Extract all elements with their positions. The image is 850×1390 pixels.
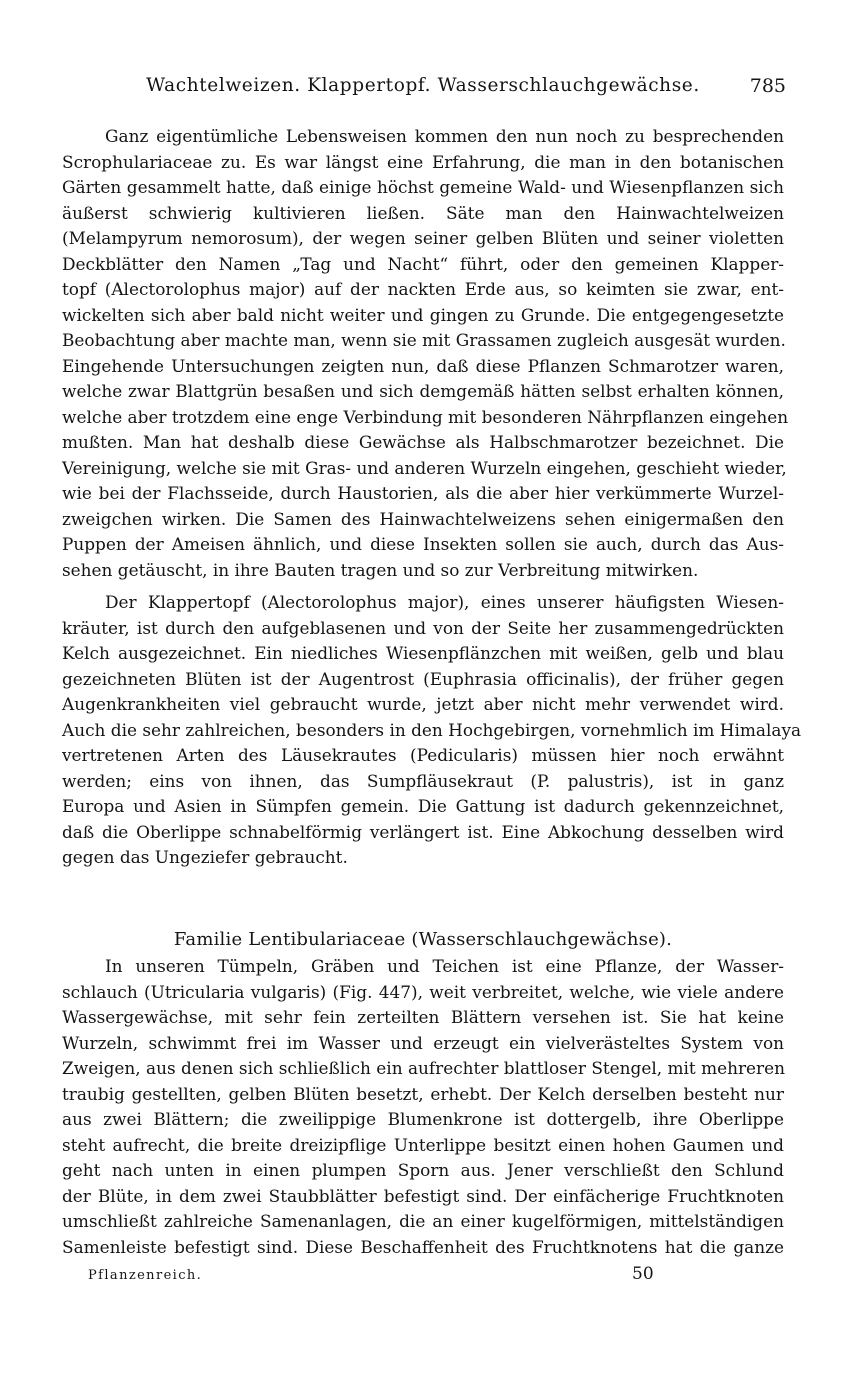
text-line: geht nach unten in einen plumpen Sporn aus. Jener verschließt den Schlund: [62, 1160, 784, 1180]
paragraph-klappertopf: [62, 590, 802, 871]
text-line: werden; eins von ihnen, das Sumpfläusekraut (P. palustris), ist in ganz: [62, 770, 784, 791]
running-title: Wachtelweizen. Klappertopf. Wasserschlauchgewächse.: [146, 75, 700, 96]
text-line: Eingehende Untersuchungen zeigten nun, daß diese Pflanzen Schmarotzer waren,: [62, 355, 784, 376]
text-line: vertretenen Arten des Läusekrautes (Pedicularis) müssen hier noch erwähnt: [62, 745, 784, 765]
text-line: topf (Alectorolophus major) auf der nackten Erde aus, so keimten sie zwar, ent-: [62, 279, 784, 299]
text-line: welche zwar Blattgrün besaßen und sich demgemäß hätten selbst erhalten können,: [62, 381, 784, 401]
text-line: Deckblätter den Namen „Tag und Nacht“ führt, oder den gemeinen Klapper-: [62, 253, 784, 274]
section-heading: Familie Lentibulariaceae (Wasserschlauchgewächse).: [173, 929, 673, 950]
text-line: Wassergewächse, mit sehr fein zerteilten Blättern versehen ist. Sie hat keine: [62, 1007, 784, 1027]
text-line: Auch die sehr zahlreichen, besonders in den Hochgebirgen, vornehmlich im Himalaya: [62, 719, 802, 740]
page-number: 785: [749, 75, 786, 97]
text-line: Der Klappertopf (Alectorolophus major), eines unserer häufigsten Wiesen-: [105, 592, 784, 612]
text-line: kräuter, ist durch den aufgeblasenen und von der Seite her zusammengedrückten: [62, 617, 784, 638]
text-line: Europa und Asien in Sümpfen gemein. Die Gattung ist dadurch gekennzeichnet,: [62, 796, 784, 816]
text-line: äußerst schwierig kultivieren ließen. Säte man den Hainwachtelweizen: [62, 202, 784, 223]
signature-number: 50: [632, 1264, 654, 1284]
running-head: [62, 70, 784, 102]
text-line: Beobachtung aber machte man, wenn sie mit Grassamen zugleich ausgesät wurden.: [62, 330, 786, 350]
text-line: Vereinigung, welche sie mit Gras- und anderen Wurzeln eingehen, geschieht wieder,: [62, 457, 787, 478]
text-line: Puppen der Ameisen ähnlich, und diese Insekten sollen sie auch, durch das Aus-: [62, 534, 784, 554]
signature-title: Pflanzenreich.: [88, 1268, 203, 1283]
text-line: Kelch ausgezeichnet. Ein niedliches Wiesenpflänzchen mit weißen, gelb und blau: [62, 643, 784, 663]
text-line: (Melampyrum nemorosum), der wegen seiner gelben Blüten und seiner violetten: [62, 228, 784, 248]
text-line: In unseren Tümpeln, Gräben und Teichen ist eine Pflanze, der Wasser-: [105, 956, 784, 976]
text-line: Scrophulariaceae zu. Es war längst eine Erfahrung, die man in den botanischen: [62, 151, 784, 172]
text-line: sehen getäuscht, in ihre Bauten tragen und so zur Verbreitung mitwirken.: [62, 559, 699, 580]
text-line: Augenkrankheiten viel gebraucht wurde, jetzt aber nicht mehr verwendet wird.: [62, 694, 784, 714]
text-line: welche aber trotzdem eine enge Verbindung mit besonderen Nährpflanzen eingehen: [62, 406, 789, 427]
text-line: schlauch (Utricularia vulgaris) (Fig. 447), weit verbreitet, welche, wie viele andere: [62, 981, 784, 1002]
text-line: gezeichneten Blüten ist der Augentrost (Euphrasia officinalis), der früher gegen: [62, 668, 784, 689]
text-line: Ganz eigentümliche Lebensweisen kommen den nun noch zu besprechenden: [105, 126, 784, 146]
text-line: Gärten gesammelt hatte, daß einige höchst gemeine Wald- und Wiesenpflanzen sich: [62, 177, 784, 197]
book-page: [62, 70, 802, 1360]
text-line: aus zwei Blättern; die zweilippige Blumenkrone ist dottergelb, ihre Oberlippe: [62, 1109, 784, 1129]
text-line: der Blüte, in dem zwei Staubblätter befestigt sind. Der einfächerige Fruchtknoten: [62, 1185, 784, 1206]
paragraph-wasserschlauch: [62, 954, 784, 1260]
paragraph-scrophulariaceae: [62, 124, 789, 583]
text-line: traubig gestellten, gelben Blüten besetzt, erhebt. Der Kelch derselben besteht nur: [62, 1083, 784, 1104]
text-line: Samenleiste befestigt sind. Diese Beschaffenheit des Fruchtknotens hat die ganze: [62, 1236, 784, 1257]
text-line: zweigchen wirken. Die Samen des Hainwachtelweizens sehen einigermaßen den: [62, 508, 784, 529]
text-line: steht aufrecht, die breite dreizipflige Unterlippe besitzt einen hohen Gaumen und: [62, 1134, 784, 1155]
text-line: wickelten sich aber bald nicht weiter und gingen zu Grunde. Die entgegengesetzte: [62, 304, 784, 325]
text-line: mußten. Man hat deshalb diese Gewächse als Halbschmarotzer bezeichnet. Die: [62, 432, 784, 452]
text-line: Zweigen, aus denen sich schließlich ein aufrechter blattloser Stengel, mit mehreren: [62, 1058, 785, 1078]
text-line: gegen das Ungeziefer gebraucht.: [62, 847, 348, 867]
text-line: umschließt zahlreiche Samenanlagen, die an einer kugelförmigen, mittelständigen: [62, 1211, 784, 1231]
text-line: daß die Oberlippe schnabelförmig verlängert ist. Eine Abkochung desselben wird: [62, 821, 784, 842]
text-line: Wurzeln, schwimmt frei im Wasser und erzeugt ein vielverästeltes System von: [62, 1032, 784, 1053]
text-line: wie bei der Flachsseide, durch Haustorien, als die aber hier verkümmerte Wurzel-: [62, 483, 784, 503]
